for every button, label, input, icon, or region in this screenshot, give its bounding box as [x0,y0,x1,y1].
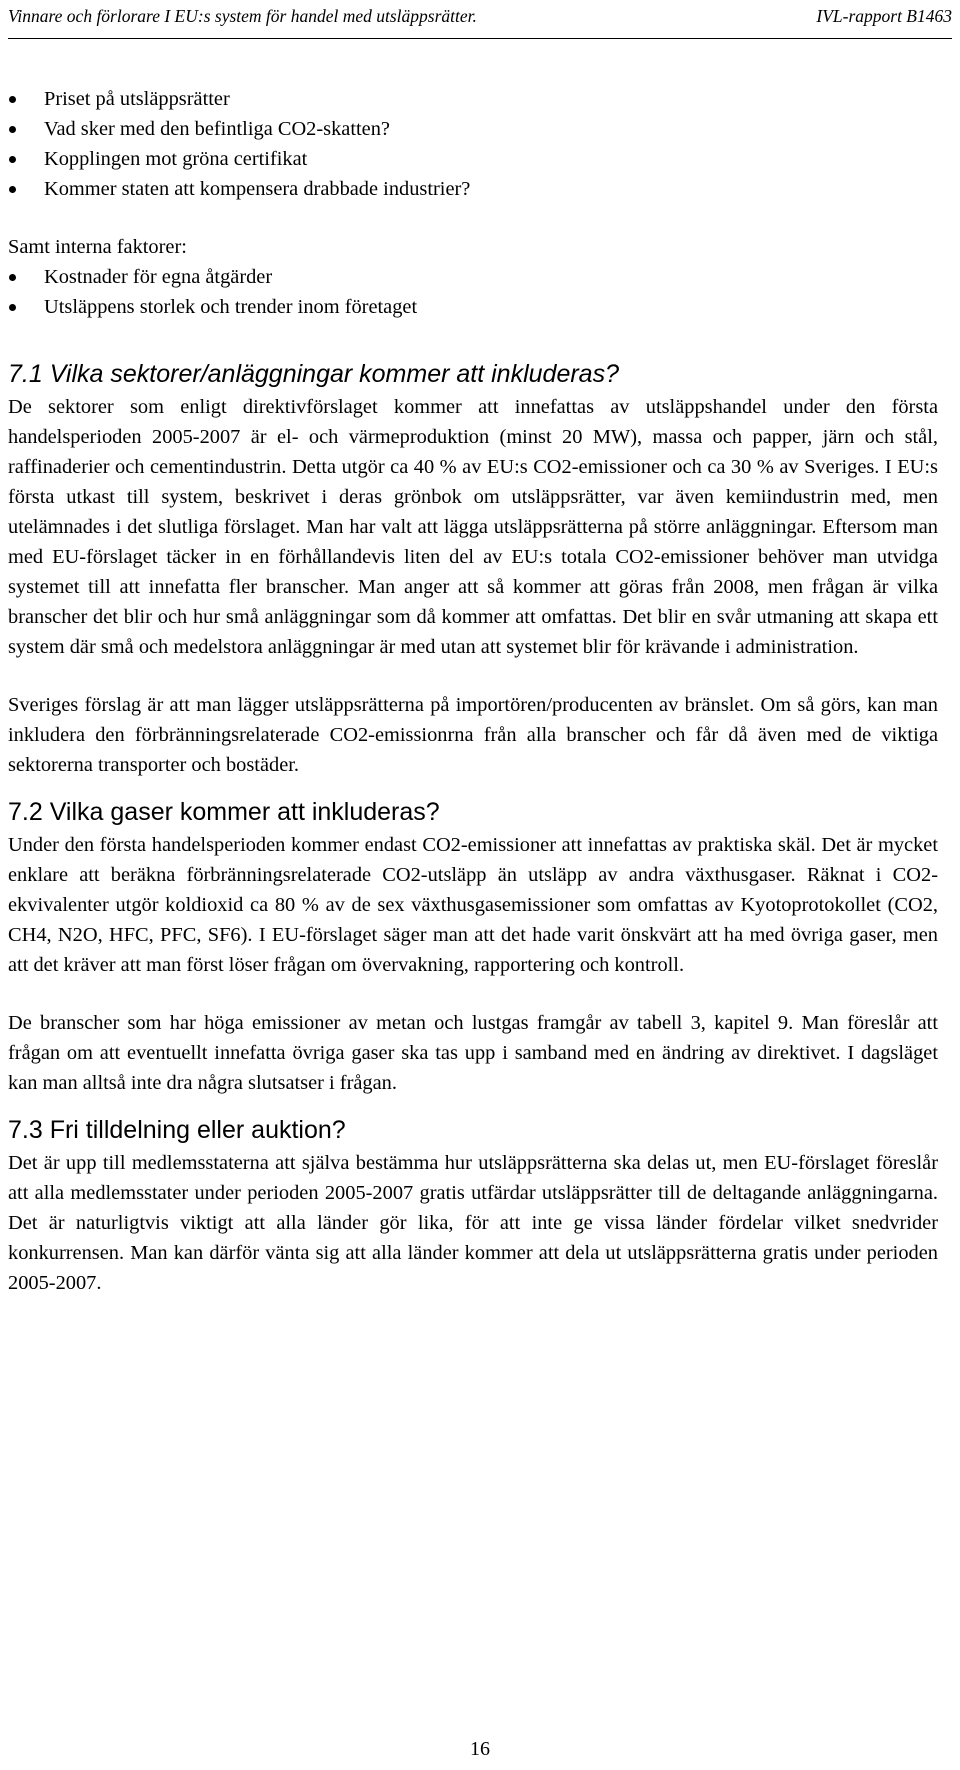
bullet-icon [9,186,16,193]
section-heading-7-1: 7.1 Vilka sektorer/anläggningar kommer att inkluderas? [8,360,619,388]
section-heading-7-3: 7.3 Fri tilldelning eller auktion? [8,1116,346,1144]
list-item: Kommer staten att kompensera drabbade industrier? [8,174,938,204]
external-factors-list [8,84,938,204]
section-7-1-paragraph-1: De sektorer som enligt direktivförslaget kommer att innefattas av utsläppshandel under den första handelsperioden 2005-2007 är el- och värmeproduktion (minst 20 MW), massa och papper, järn och stål, raffinaderier och cementindustrin. Detta utgör ca 40 % av EU:s CO2-emissioner och ca 30 % av Sveriges. I EU:s första utkast till system, beskrivet i deras grönbok om utsläppsrätter, var även kemiindustrin med, men utelämnades i det slutliga förslaget. Man har valt att lägga utsläppsrätterna på större anläggningar. Eftersom man med EU-förslaget täcker in en förhållandevis liten del av EU:s totala CO2-emissioner behöver man utvidga systemet till att innefatta fler branscher. Man anger att så kommer att göras från 2008, men frågan är vilka branscher det blir och hur små anläggningar som då kommer att omfattas. Det blir en svår utmaning att skapa ett system där små och medelstora anläggningar är med utan att systemet blir för krävande i administration. [8,396,938,658]
header-title: Vinnare och förlorare I EU:s system för handel med utsläppsrätter. [8,6,477,26]
section-heading-7-2: 7.2 Vilka gaser kommer att inkluderas? [8,798,440,826]
section-7-2-paragraph-1: Under den första handelsperioden kommer endast CO2-emissioner att innefattas av praktiska skäl. Det är mycket enklare att beräkna förbränningsrelaterade CO2-utsläpp än utsläpp av andra växthusgaser. Räknat i CO2-ekvivalenter utgör koldioxid ca 80 % av de sex växthusgasemissioner som omfattas av Kyotoprotokollet (CO2, CH4, N2O, HFC, PFC, SF6). I EU-förslaget säger man att det hade varit önskvärt att ha med övriga gaser, men att det kräver att man först löser frågan om övervakning, rapportering och kontroll. [8,834,938,976]
list-item: Kostnader för egna åtgärder [8,262,938,292]
bullet-icon [9,156,16,163]
section-7-1-paragraph-2: Sveriges förslag är att man lägger utsläppsrätterna på importören/producenten av bränslet. Om så görs, kan man inkludera den förbränningsrelaterade CO2-emissionrna från alla branscher och får då även med de viktiga sektorerna transporter och bostäder. [8,694,938,776]
list-item: Kopplingen mot gröna certifikat [8,144,938,174]
list-item: Priset på utsläppsrätter [8,84,938,114]
bullet-icon [9,126,16,133]
section-7-3-paragraph-1: Det är upp till medlemsstaterna att själva bestämma hur utsläppsrätterna ska delas ut, men EU-förslaget föreslår att alla medlemsstater under perioden 2005-2007 gratis utfärdar utsläppsrätter till de deltagande anläggningarna. Det är naturligtvis viktigt att alla länder gör lika, för att inte ge vissa länder fördelar vilket snedvrider konkurrensen. Man kan därför vänta sig att alla länder kommer att dela ut utsläppsrätterna gratis under perioden 2005-2007. [8,1152,938,1294]
page-number: 16 [470,1738,490,1760]
section-7-2-paragraph-2: De branscher som har höga emissioner av metan och lustgas framgår av tabell 3, kapitel 9. Man föreslår att frågan om att eventuellt innefatta övriga gaser ska tas upp i samband med en ändring av direktivet. I dagsläget kan man alltså inte dra några slutsatser i frågan. [8,1012,938,1094]
bullet-icon [9,304,16,311]
bullet-icon [9,274,16,281]
list-item: Vad sker med den befintliga CO2-skatten? [8,114,938,144]
bullet-icon [9,96,16,103]
running-header [8,2,952,39]
list-item: Utsläppens storlek och trender inom företaget [8,292,938,322]
internal-factors-list [8,262,938,322]
header-report-number: IVL-rapport B1463 [816,6,952,26]
page-content [8,84,938,1298]
internal-factors-intro: Samt interna faktorer: [8,236,187,258]
